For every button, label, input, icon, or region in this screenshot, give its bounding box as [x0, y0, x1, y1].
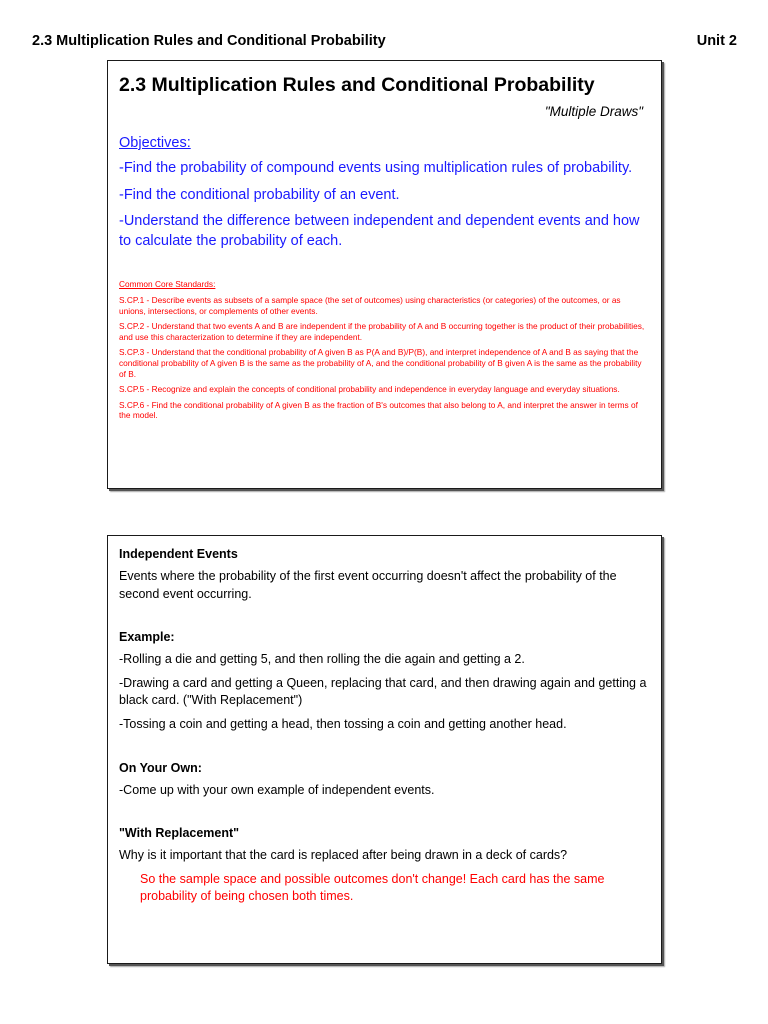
standards-heading: Common Core Standards:: [119, 279, 216, 289]
section-heading-independent-events: Independent Events: [119, 547, 238, 561]
slide-independent-events: [107, 535, 662, 964]
objective-item: -Find the conditional probability of an event.: [119, 186, 400, 203]
standard-item: S.CP.3 - Understand that the conditional probability of A given B as P(A and B)/P(B), and interpret independence of A and B as saying that the conditional probability of A given B is the same as the probability of A, and the conditional probability of B given A is the same as the probability of B.: [119, 347, 642, 379]
standard-item: S.CP.2 - Understand that two events A and B are independent if the probability of A and B occurring together is the product of their probabilities, and use this characterization to determine if they are independent.: [119, 321, 645, 342]
slide-title: 2.3 Multiplication Rules and Conditional Probability: [119, 74, 595, 96]
standard-item: S.CP.1 - Describe events as subsets of a sample space (the set of outcomes) using characteristics (or categories) of the outcomes, or as unions, intersections, or complements of other events.: [119, 295, 621, 316]
standard-item: S.CP.6 - Find the conditional probability of A given B as the fraction of B's outcomes that also belong to A, and interpret the answer in terms of the model.: [119, 399, 638, 421]
example-item: -Drawing a card and getting a Queen, replacing that card, and then drawing again and getting a black card. ("With Replacement"): [119, 675, 647, 708]
objective-item: -Find the probability of compound events using multiplication rules of probability.: [119, 160, 633, 176]
page-header: [0, 0, 768, 60]
header-title: 2.3 Multiplication Rules and Conditional Probability: [32, 33, 386, 49]
example-item: -Rolling a die and getting 5, and then rolling the die again and getting a 2.: [119, 652, 525, 667]
header-unit: Unit 2: [696, 33, 737, 49]
on-your-own-text: -Come up with your own example of independent events.: [119, 782, 435, 797]
example-item: -Tossing a coin and getting a head, then tossing a coin and getting another head.: [119, 716, 567, 731]
section-heading-on-your-own: On Your Own:: [119, 760, 202, 775]
section-heading-example: Example:: [119, 630, 175, 645]
objective-item: -Understand the difference between independent and dependent events and how to calculate the probability of each.: [119, 213, 640, 249]
standard-item: S.CP.5 - Recognize and explain the concepts of conditional probability and independence in everyday language and everyday situations.: [119, 384, 620, 395]
section-heading-with-replacement: "With Replacement": [119, 826, 240, 841]
replacement-answer: So the sample space and possible outcomes don't change! Each card has the same probability of being chosen both times.: [140, 871, 605, 904]
replacement-question: Why is it important that the card is replaced after being drawn in a deck of cards?: [119, 848, 568, 863]
slide-objectives: [107, 60, 662, 489]
objectives-heading: Objectives:: [119, 135, 191, 151]
slide-subtitle: "Multiple Draws": [544, 104, 643, 119]
definition-text: Events where the probability of the first event occurring doesn't affect the probability of the second event occurring.: [119, 569, 617, 601]
